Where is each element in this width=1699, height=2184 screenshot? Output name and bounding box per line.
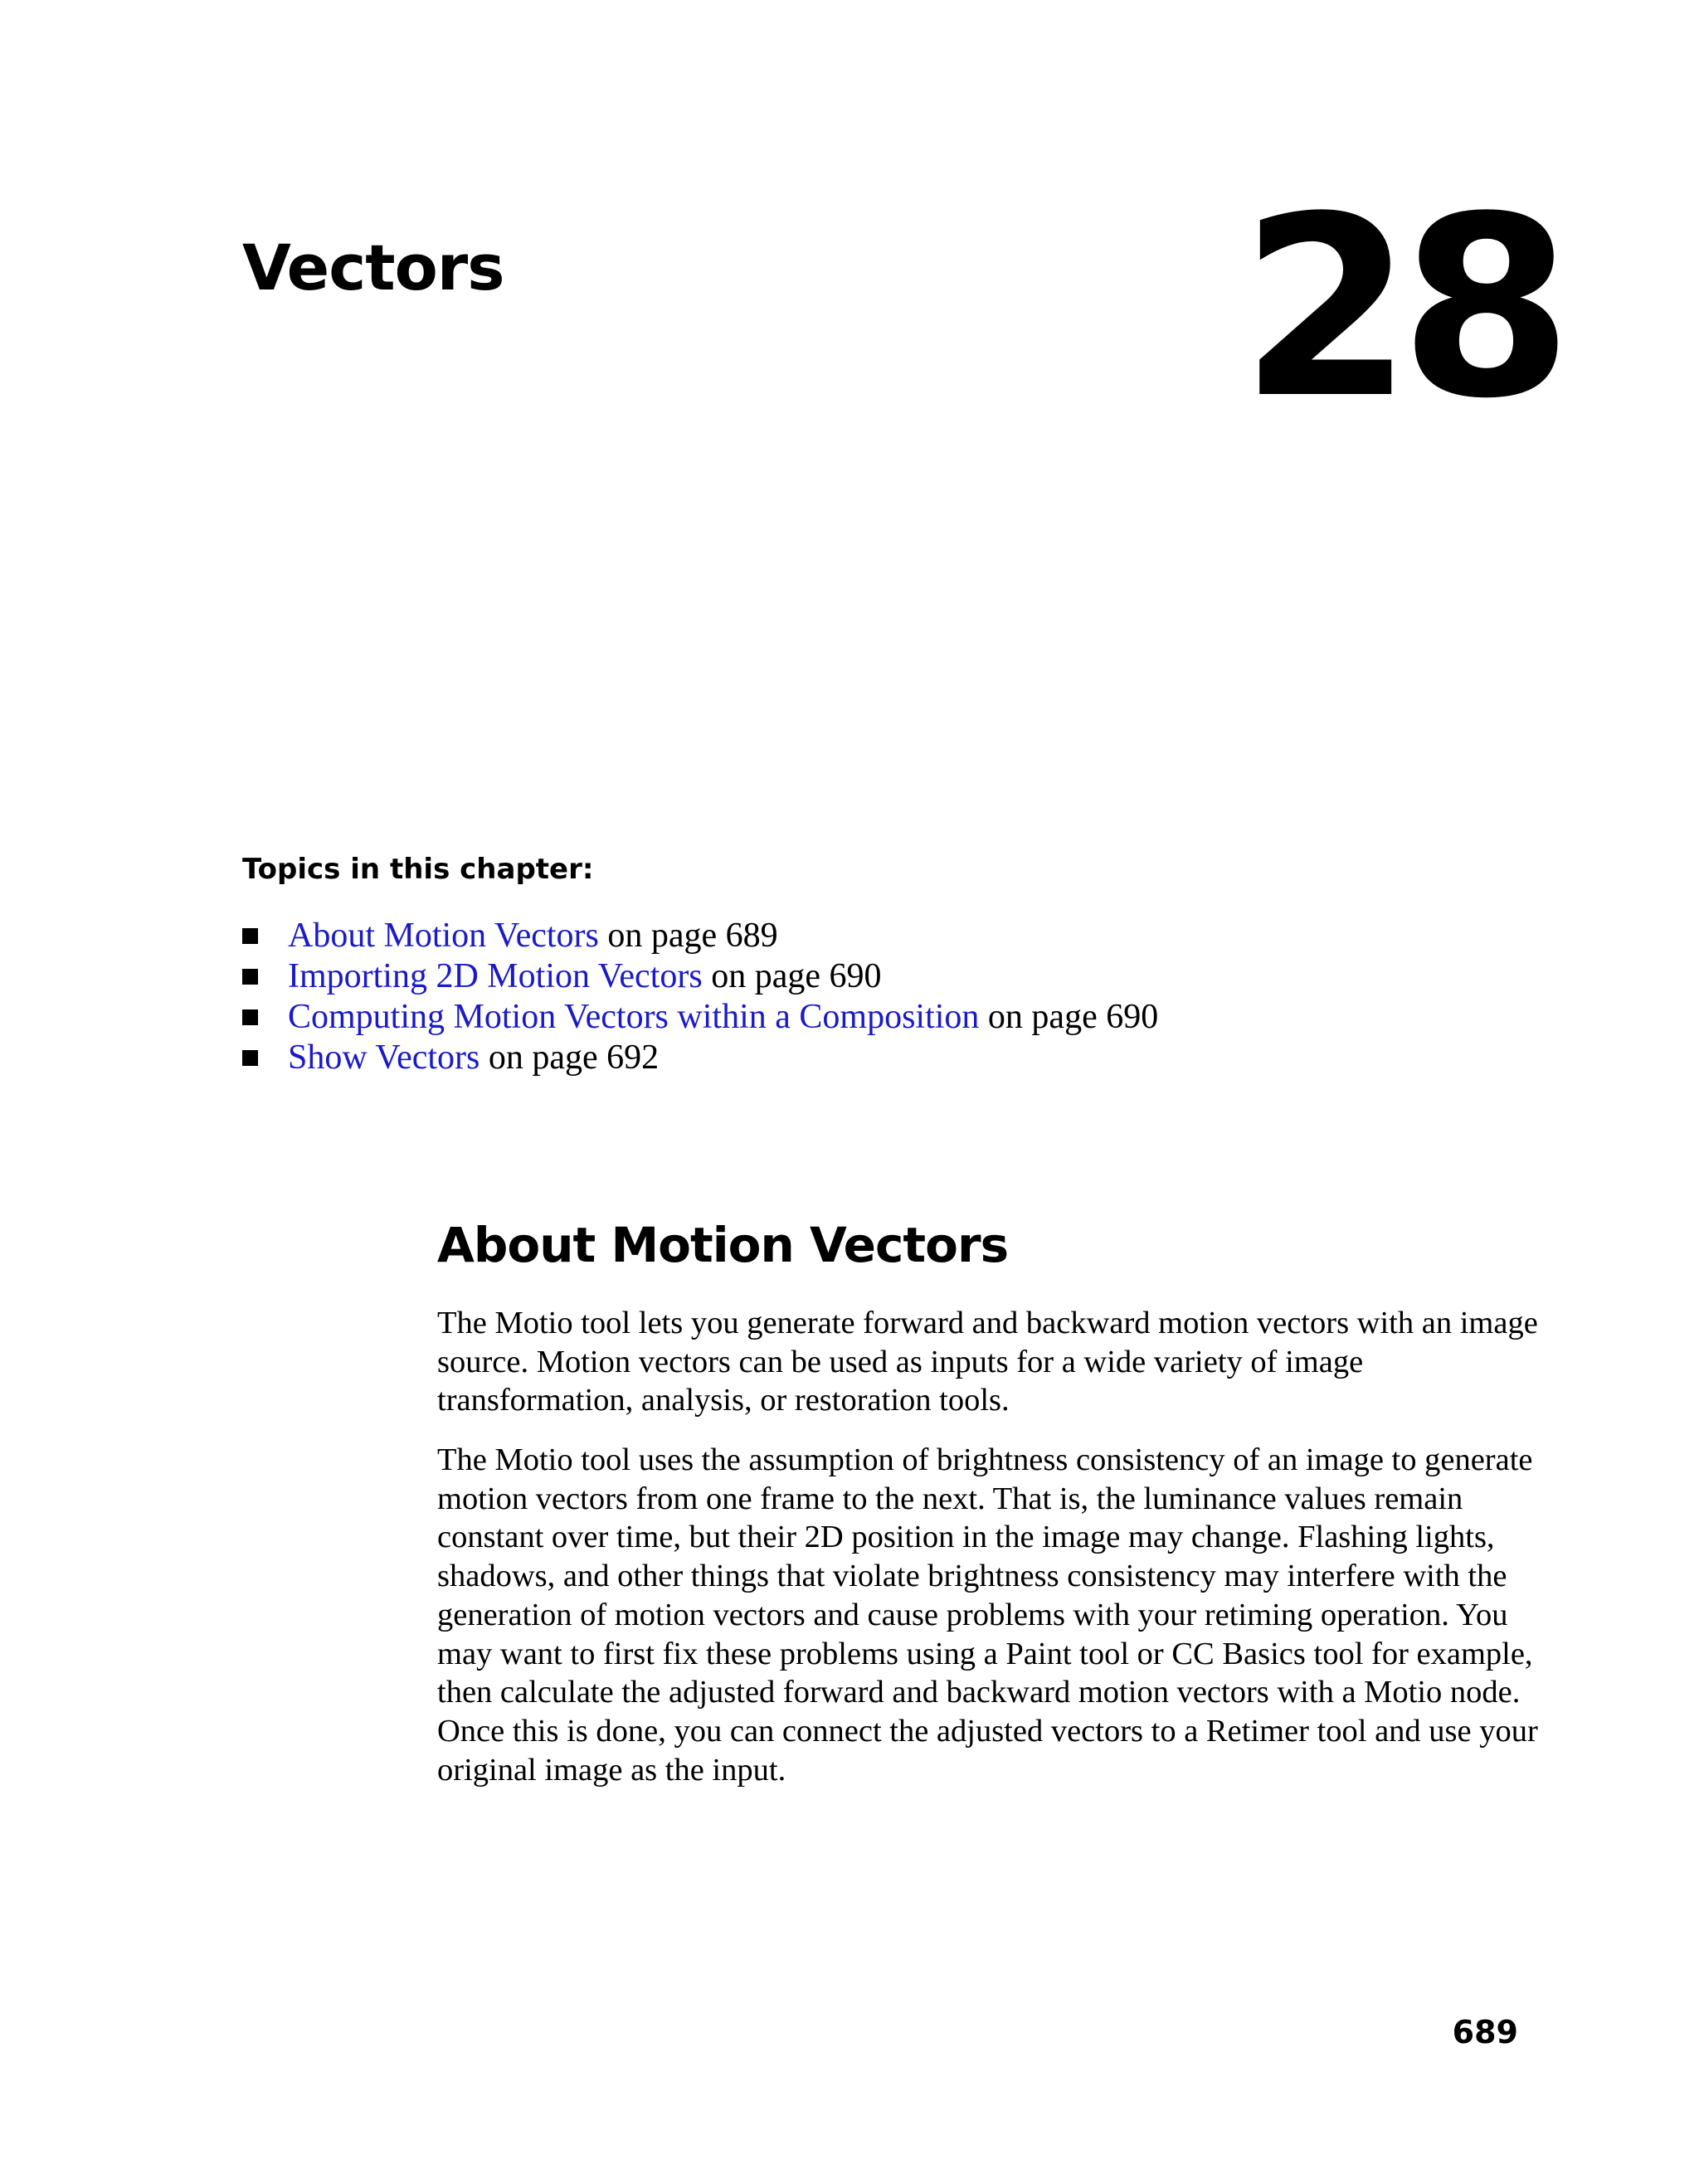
square-bullet-icon [242,1050,258,1066]
topic-link-computing-motion-vectors[interactable]: Computing Motion Vectors within a Composition [288,998,980,1036]
topic-item [242,956,1158,997]
section-heading: About Motion Vectors [437,1217,1009,1273]
topics-list [242,916,1158,1078]
page-number: 689 [1452,2014,1518,2050]
topic-text [288,1038,659,1078]
topic-page-ref: on page 690 [702,957,882,995]
body-paragraph: The Motio tool uses the assumption of brightness consistency of an image to generate motion vectors from one frame to the next. That is, the luminance values remain constant over time, but their 2D position in the image may change. Flashing lights, shadows, and other things that violate brightness consistency may interfere with the generation of motion vectors and cause problems with your retiming operation. You may want to first fix these problems using a Paint tool or CC Basics tool for example, then calculate the adjusted forward and backward motion vectors with a Motio node. Once this is done, you can connect the adjusted vectors to a Retimer tool and use your original image as the input. [437,1442,1538,1788]
topic-link-about-motion-vectors[interactable]: About Motion Vectors [288,917,599,955]
topic-item [242,1038,1158,1078]
topic-page-ref: on page 689 [598,917,778,955]
topic-text [288,956,882,997]
topic-text [288,997,1158,1038]
chapter-title: Vectors [242,231,504,304]
topic-page-ref: on page 692 [480,1038,660,1077]
chapter-number: 28 [1239,163,1560,453]
square-bullet-icon [242,928,258,944]
topic-text [288,916,778,956]
square-bullet-icon [242,1009,258,1025]
topic-link-show-vectors[interactable]: Show Vectors [288,1038,480,1077]
topics-heading: Topics in this chapter: [242,853,594,886]
topic-link-importing-2d-motion-vectors[interactable]: Importing 2D Motion Vectors [288,957,703,995]
body-paragraph: The Motio tool lets you generate forward and backward motion vectors with an image source. Motion vectors can be used as inputs for a wide variety of image transformation, analysis, or restoration tools. [437,1306,1538,1418]
square-bullet-icon [242,969,258,985]
topic-item [242,997,1158,1038]
topic-page-ref: on page 690 [979,998,1159,1036]
topic-item [242,916,1158,956]
